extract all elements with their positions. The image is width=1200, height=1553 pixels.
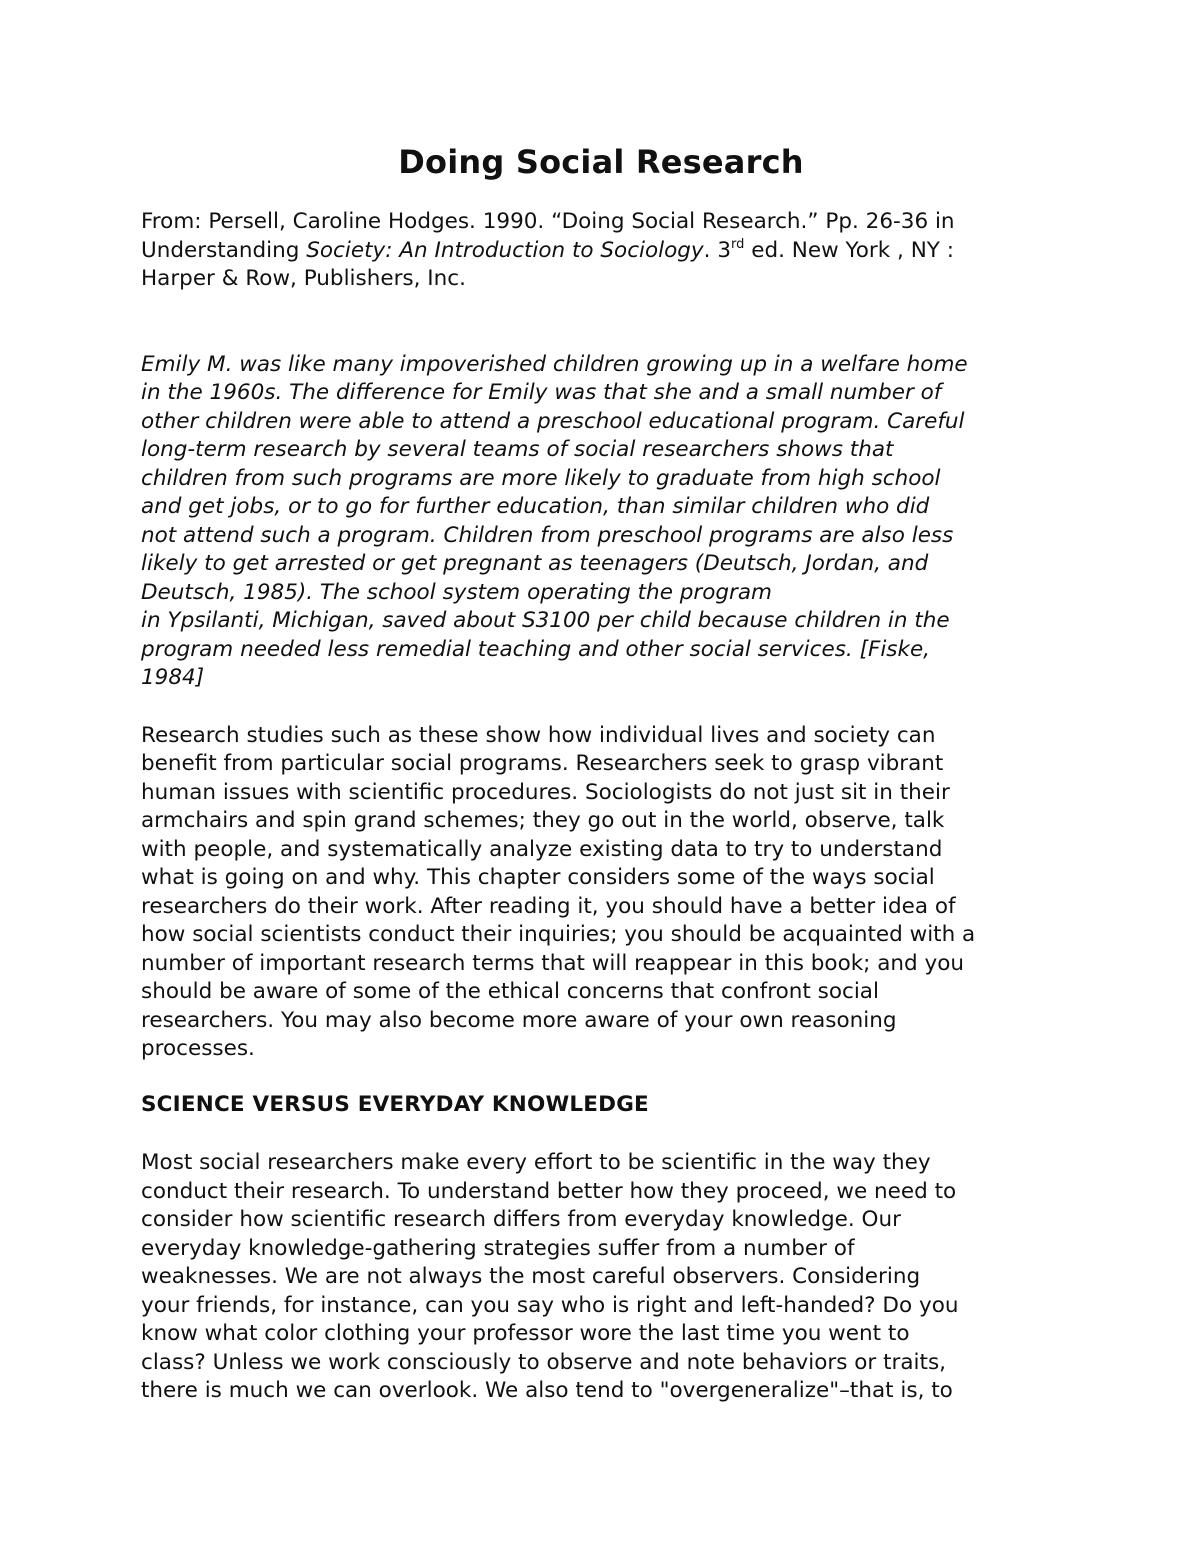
- text-line: there is much we can overlook. We also tend to "overgeneralize"–that is, to: [141, 1378, 953, 1403]
- text-line: researchers. You may also become more aware of your own reasoning: [141, 1007, 897, 1033]
- text-line: processes.: [141, 1036, 255, 1061]
- citation-line: From: Persell, Caroline Hodges. 1990. “Doing Social Research.” Pp. 26-36 in: [141, 209, 955, 234]
- text-line: long-term research by several teams of social researchers shows that: [141, 437, 894, 462]
- text-line: what is going on and why. This chapter considers some of the ways social: [141, 865, 935, 890]
- text-line: armchairs and spin grand schemes; they go out in the world, observe, talk: [141, 808, 945, 833]
- text-line: not attend such a program. Children from preschool programs are also less: [141, 522, 954, 548]
- text-line: how social scientists conduct their inquiries; you should be acquainted with a: [141, 922, 976, 947]
- document-title: Doing Social Research: [398, 143, 804, 181]
- document-page: [141, 138, 1061, 1406]
- text-line: everyday knowledge-gathering strategies suffer from a number of: [141, 1235, 855, 1261]
- text-line: human issues with scientific procedures. Sociologists do not just sit in their: [141, 779, 950, 805]
- text-line: class? Unless we work consciously to observe and note behaviors or traits,: [141, 1349, 946, 1375]
- text-line: with people, and systematically analyze existing data to try to understand: [141, 836, 943, 862]
- text-line: program needed less remedial teaching and other social services. [Fiske,: [141, 636, 931, 662]
- text-line: weaknesses. We are not always the most careful observers. Considering: [141, 1264, 921, 1289]
- text-line: should be aware of some of the ethical concerns that confront social: [141, 979, 879, 1004]
- text-line: researchers do their work. After reading it, you should have a better idea of: [141, 893, 956, 919]
- text-line: in Ypsilanti, Michigan, saved about S3100 per child because children in the: [141, 608, 950, 633]
- text-line: Most social researchers make every effort to be scientific in the way they: [141, 1150, 931, 1175]
- book-title: Society: An Introduction to Sociology: [306, 237, 704, 263]
- body-paragraph: [141, 722, 1061, 1064]
- section-heading: SCIENCE VERSUS EVERYDAY KNOWLEDGE: [141, 1091, 649, 1117]
- intro-paragraph: [141, 351, 1061, 693]
- text-line: 1984]: [141, 665, 205, 690]
- citation-text: ed. New York , NY :: [744, 237, 955, 263]
- citation-text: . 3: [703, 237, 732, 263]
- text-line: Emily M. was like many impoverished children growing up in a welfare home: [141, 351, 968, 377]
- citation-line: [141, 237, 1061, 266]
- text-line: benefit from particular social programs. Researchers seek to grasp vibrant: [141, 751, 944, 776]
- citation-line: Harper & Row, Publishers, Inc.: [141, 266, 466, 291]
- text-line: consider how scientific research differs from everyday knowledge. Our: [141, 1207, 901, 1232]
- text-line: conduct their research. To understand better how they proceed, we need to: [141, 1178, 957, 1204]
- citation-text: Understanding: [141, 237, 307, 263]
- text-line: other children were able to attend a preschool educational program. Careful: [141, 408, 965, 434]
- text-line: likely to get arrested or get pregnant as teenagers (Deutsch, Jordan, and: [141, 551, 929, 576]
- source-citation: [141, 208, 1061, 294]
- text-line: Research studies such as these show how individual lives and society can: [141, 722, 936, 748]
- text-line: and get jobs, or to go for further education, than similar children who did: [141, 494, 930, 519]
- edition-superscript: rd: [731, 236, 745, 252]
- body-paragraph: [141, 1149, 1061, 1406]
- text-line: number of important research terms that will reappear in this book; and you: [141, 950, 965, 976]
- text-line: your friends, for instance, can you say who is right and left-handed? Do you: [141, 1292, 959, 1318]
- text-line: in the 1960s. The difference for Emily was that she and a small number of: [141, 380, 942, 405]
- text-line: Deutsch, 1985). The school system operating the program: [141, 579, 772, 605]
- text-line: know what color clothing your professor wore the last time you went to: [141, 1321, 910, 1346]
- text-line: children from such programs are more likely to graduate from high school: [141, 465, 941, 491]
